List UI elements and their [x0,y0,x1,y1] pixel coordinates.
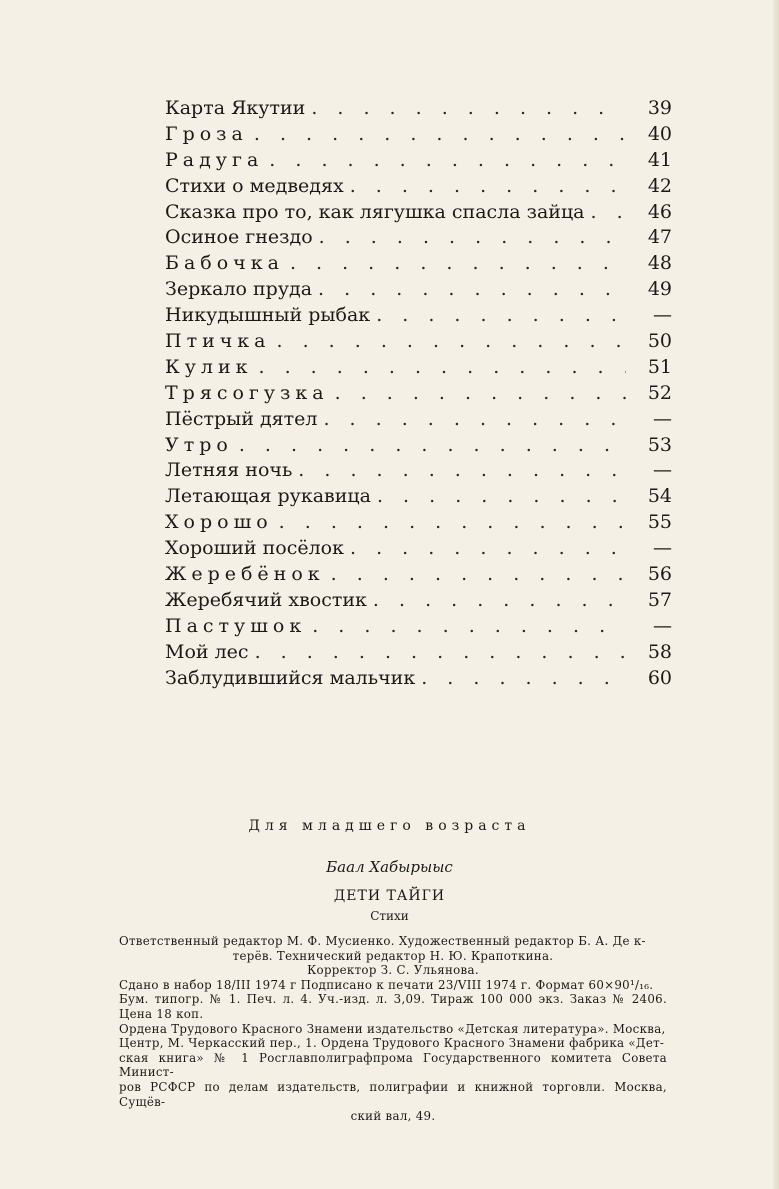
toc-entry [165,251,672,277]
toc-entry [165,148,672,174]
toc-leader-dots [254,122,626,148]
toc-entry-title: Заблудившийся мальчик [165,666,416,689]
toc-entry-page: 56 [647,563,672,586]
toc-entry-page: 48 [647,252,672,275]
toc-entry-page: 60 [647,666,672,689]
toc-entry-title: Бабочка [165,252,284,275]
book-title: ДЕТИ ТАЙГИ [333,888,446,904]
toc-entry-title: Пёстрый дятел [165,407,318,430]
toc-entry-title: Хороший посёлок [165,537,344,560]
toc-entry [165,381,672,407]
toc-entry-page: 55 [647,511,672,534]
toc-leader-dots [311,96,626,122]
toc-entry-page: 41 [647,148,672,171]
toc-entry [165,122,672,148]
toc-entry [165,588,672,614]
print-info-line: Сдано в набор 18/III 1974 г Подписано к печати 23/VIII 1974 г. Формат 60×90¹/₁₆. [119,977,654,992]
toc-entry-title: Пастушок [165,614,307,637]
toc-leader-dots [259,355,627,381]
publisher-line: ский вал, 49. [350,1109,436,1124]
toc-entry [165,666,672,692]
toc-entry-title: Сказка про то, как лягушка спасла зайца [165,200,585,223]
toc-entry-page: 49 [647,278,672,301]
toc-entry-page: 53 [647,433,672,456]
page-edge [773,0,779,1189]
toc-entry [165,458,672,484]
toc-leader-dots [277,329,626,355]
toc-entry-title: Утро [165,433,233,456]
toc-entry-page: 50 [647,330,672,353]
toc-entry [165,303,672,329]
toc-entry [165,510,672,536]
toc-entry-page: — [653,407,672,430]
toc-entry-page: — [653,304,672,327]
publisher-line: Ордена Трудового Красного Знамени издательство «Детская литература». Москва, [119,1021,666,1036]
toc-leader-dots [421,666,626,692]
toc-entry [165,277,672,303]
genre-label: Стихи [370,909,409,923]
toc-entry-page: 47 [647,226,672,249]
toc-entry-title: Жеребёнок [165,563,325,586]
toc-entry [165,200,672,226]
toc-entry-title: Трясогузка [165,381,329,404]
toc-entry-title: Кулик [165,355,253,378]
toc-entry-page: — [653,537,672,560]
toc-leader-dots [350,174,626,200]
toc-leader-dots [290,251,626,277]
toc-entry-title: Гроза [165,122,248,145]
toc-leader-dots [591,200,626,226]
toc-entry-page: — [653,459,672,482]
toc-leader-dots [269,148,626,174]
toc-leader-dots [335,381,626,407]
age-note: Для младшего возраста [248,818,531,834]
toc-leader-dots [318,277,626,303]
author-name: Баал Хабырыыс [326,858,453,876]
toc-entry-title: Радуга [165,148,264,171]
toc-entry [165,407,672,433]
toc-leader-dots [377,484,626,510]
toc-entry [165,225,672,251]
toc-leader-dots [239,433,626,459]
toc-entry-title: Летающая рукавица [165,485,371,508]
toc-entry-title: Хорошо [165,511,273,534]
toc-entry [165,329,672,355]
toc-leader-dots [376,303,626,329]
toc-entry-page: 58 [647,640,672,663]
toc-entry-page: 54 [647,485,672,508]
editors-line: Ответственный редактор М. Ф. Мусиенко. Художественный редактор Б. А. Де к- [119,934,646,948]
toc-entry-page: 57 [647,588,672,611]
toc-entry [165,96,672,122]
toc-entry-title: Зеркало пруда [165,278,313,301]
toc-entry-title: Карта Якутии [165,97,306,119]
toc-entry [165,562,672,588]
toc-leader-dots [331,562,626,588]
toc-entry-title: Стихи о медведях [165,174,344,197]
toc-entry [165,174,672,200]
toc-entry-title: Летняя ночь [165,459,293,482]
toc-entry [165,640,672,666]
toc-leader-dots [312,614,626,640]
toc-entry-page: 46 [647,200,672,223]
toc-entry-page: 42 [647,174,672,197]
toc-entry-title: Мой лес [165,640,249,663]
toc-entry [165,355,672,381]
toc-leader-dots [298,458,626,484]
toc-entry-page: 39 [647,97,672,119]
toc-leader-dots [279,510,626,536]
toc-entry-title: Жеребячий хвостик [165,588,367,611]
publication-credits [119,934,667,1124]
corrector-line: Корректор З. С. Ульянова. [307,963,479,978]
toc-entry-page: — [653,614,672,637]
publisher-line: ров РСФСР по делам издательств, полиграфии и книжной торговли. Москва, Сущёв- [119,1079,667,1109]
table-of-contents [165,96,672,691]
publisher-line: Центр, М. Черкасский пер., 1. Ордена Трудового Красного Знамени фабрика «Дет- [119,1036,665,1051]
editors-line: терёв. Технический редактор Н. Ю. Крапоткина. [232,948,554,963]
toc-entry-page: 51 [647,355,672,378]
toc-leader-dots [319,225,626,251]
toc-entry [165,614,672,640]
toc-leader-dots [350,536,626,562]
toc-entry [165,433,672,459]
toc-entry-title: Осиное гнездо [165,226,313,249]
print-info-line: Бум. типогр. № 1. Печ. л. 4. Уч.-изд. л. 3,09. Тираж 100 000 экз. Заказ № 2406. Цена 18 коп. [119,992,667,1021]
toc-entry-title: Никудышный рыбак [165,304,371,327]
toc-entry-page: 52 [647,381,672,404]
toc-entry-page: 40 [647,122,672,145]
toc-leader-dots [255,640,626,666]
toc-entry-title: Птичка [165,330,271,353]
toc-entry [165,484,672,510]
toc-leader-dots [373,588,626,614]
toc-leader-dots [323,407,626,433]
publisher-line: ская книга» № 1 Росглавполиграфпрома Государственного комитета Совета Минист- [119,1050,667,1080]
toc-entry [165,536,672,562]
